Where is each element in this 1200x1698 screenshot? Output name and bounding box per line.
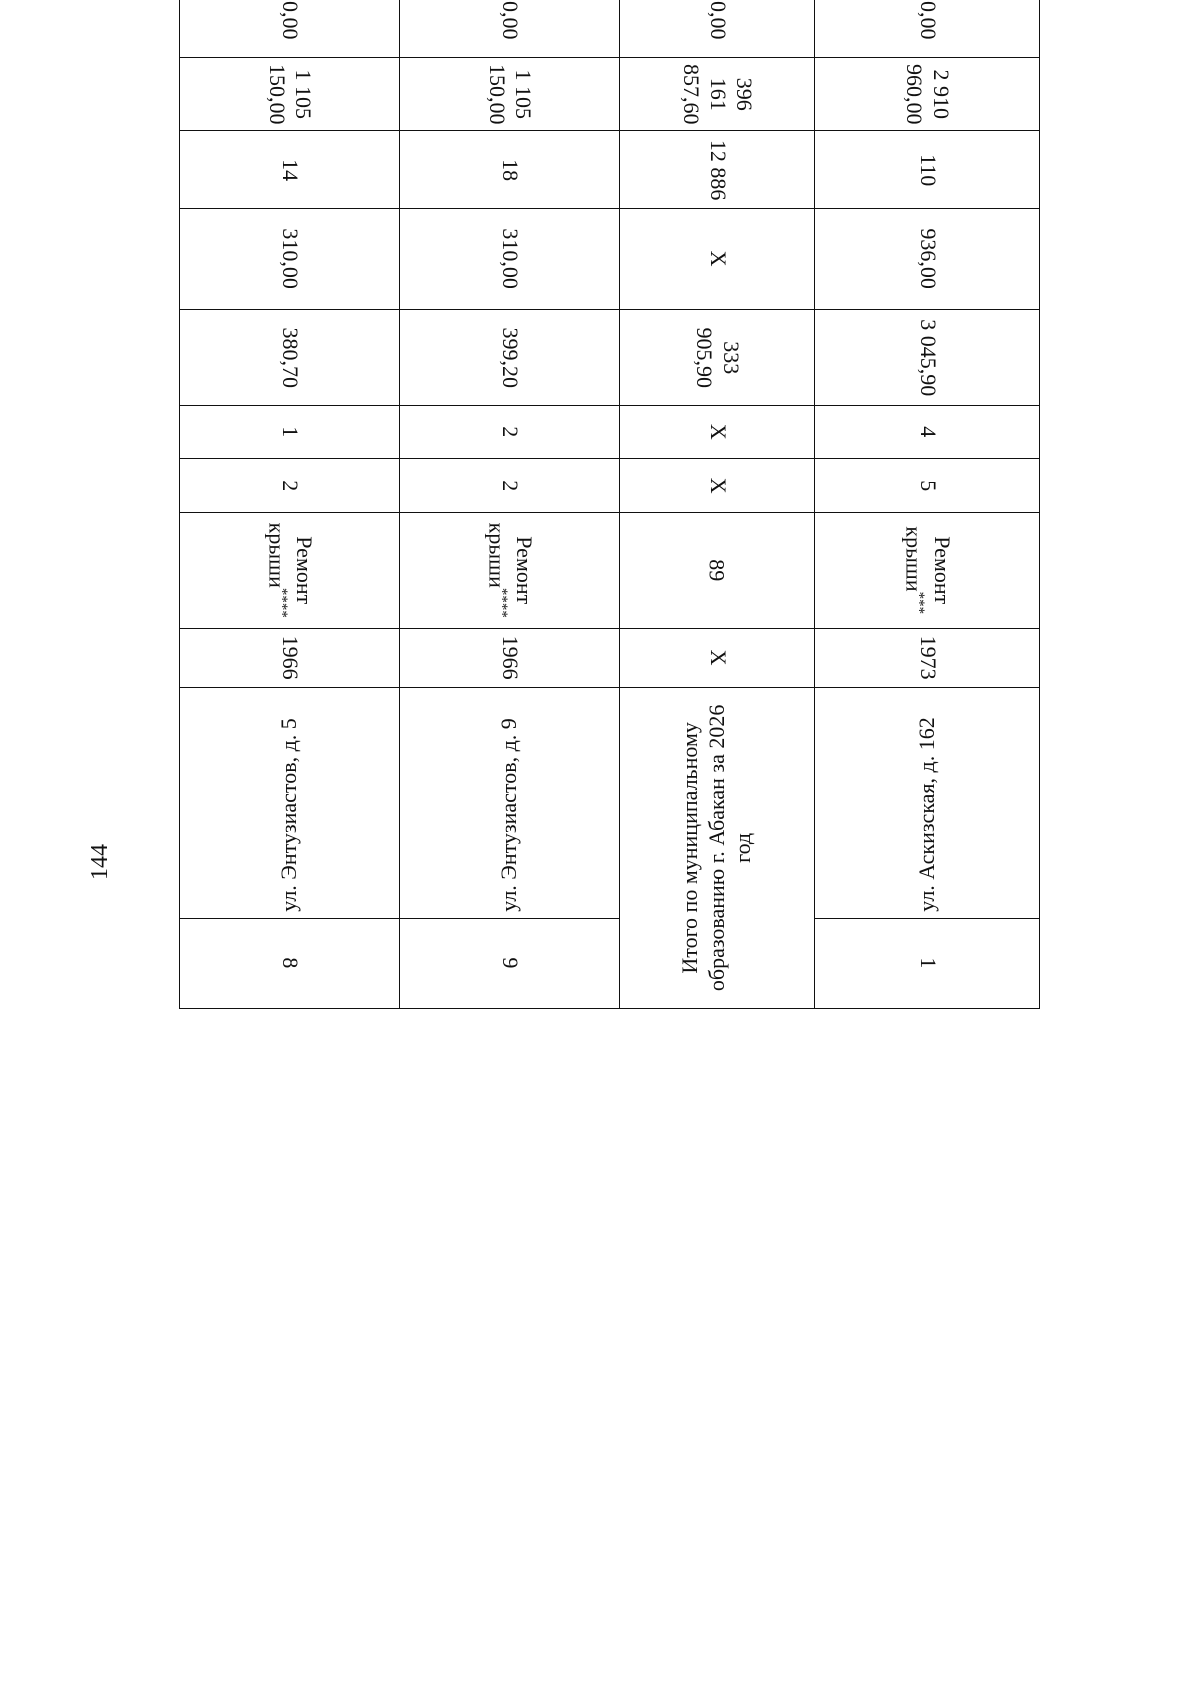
cell-c6: 1	[180, 406, 400, 458]
cell-c6: 4	[815, 406, 1040, 458]
table-row	[815, 0, 1040, 1009]
cell-c8: Х	[620, 209, 815, 310]
cell-num: 8	[180, 918, 400, 1008]
cell-c10: 396 161 857,60	[620, 57, 815, 130]
cell-c10: 1 105 150,00	[400, 57, 620, 130]
cell-c8: 310,00	[180, 209, 400, 310]
cell-c9: 12 886	[620, 131, 815, 209]
work-marker: ****	[273, 588, 290, 619]
work-text: Ремонт крыши	[483, 523, 537, 605]
cell-total-label: Итого по муниципальному образованию г. Абакан за 2026 год	[620, 687, 815, 1008]
work-marker: ***	[910, 592, 927, 615]
cell-year: Х	[620, 628, 815, 687]
work-text: Ремонт крыши	[901, 526, 955, 605]
cell-c8: 936,00	[815, 209, 1040, 310]
cell-c7: 399,20	[400, 309, 620, 406]
cell-work	[400, 513, 620, 628]
cell-c11: 0,00	[815, 0, 1040, 57]
cell-address: ул. Энтузиастов, д. 9	[400, 687, 620, 918]
rotated-table	[179, 0, 1039, 1009]
table-row-total	[620, 0, 815, 1009]
cell-address: ул. Энтузиастов, д. 5	[180, 687, 400, 918]
cell-c7: 333 905,90	[620, 309, 815, 406]
table-row	[400, 0, 620, 1009]
cell-work	[815, 513, 1040, 628]
repair-schedule-table	[179, 0, 1040, 1009]
cell-c11: 0,00	[180, 0, 400, 57]
cell-c6: 2	[400, 406, 620, 458]
cell-c10: 2 910 960,00	[815, 57, 1040, 130]
cell-c11: 0,00	[620, 0, 815, 57]
cell-c5: 2	[400, 458, 620, 513]
cell-c7: 3 045,90	[815, 309, 1040, 406]
rotated-table-frame	[179, 1, 1039, 1601]
cell-c5: 5	[815, 458, 1040, 513]
cell-work	[620, 513, 815, 628]
work-text: Ремонт крыши	[263, 523, 317, 605]
cell-num: 9	[400, 918, 620, 1008]
cell-c11: 0,00	[400, 0, 620, 57]
cell-c5: Х	[620, 458, 815, 513]
cell-c8: 310,00	[400, 209, 620, 310]
cell-c9: 18	[400, 131, 620, 209]
cell-c9: 14	[180, 131, 400, 209]
cell-c6: Х	[620, 406, 815, 458]
table-row	[180, 0, 400, 1009]
cell-c9: 110	[815, 131, 1040, 209]
cell-c7: 380,70	[180, 309, 400, 406]
cell-address: ул. Аскизская, д. 162	[815, 687, 1040, 918]
cell-c10: 1 105 150,00	[180, 57, 400, 130]
cell-year: 1966	[180, 628, 400, 687]
work-text: 89	[704, 559, 730, 582]
work-marker: ****	[493, 588, 510, 619]
cell-c5: 2	[180, 458, 400, 513]
cell-year: 1966	[400, 628, 620, 687]
cell-work	[180, 513, 400, 628]
cell-num: 1	[815, 918, 1040, 1008]
cell-year: 1973	[815, 628, 1040, 687]
page-number: 144	[87, 844, 113, 880]
